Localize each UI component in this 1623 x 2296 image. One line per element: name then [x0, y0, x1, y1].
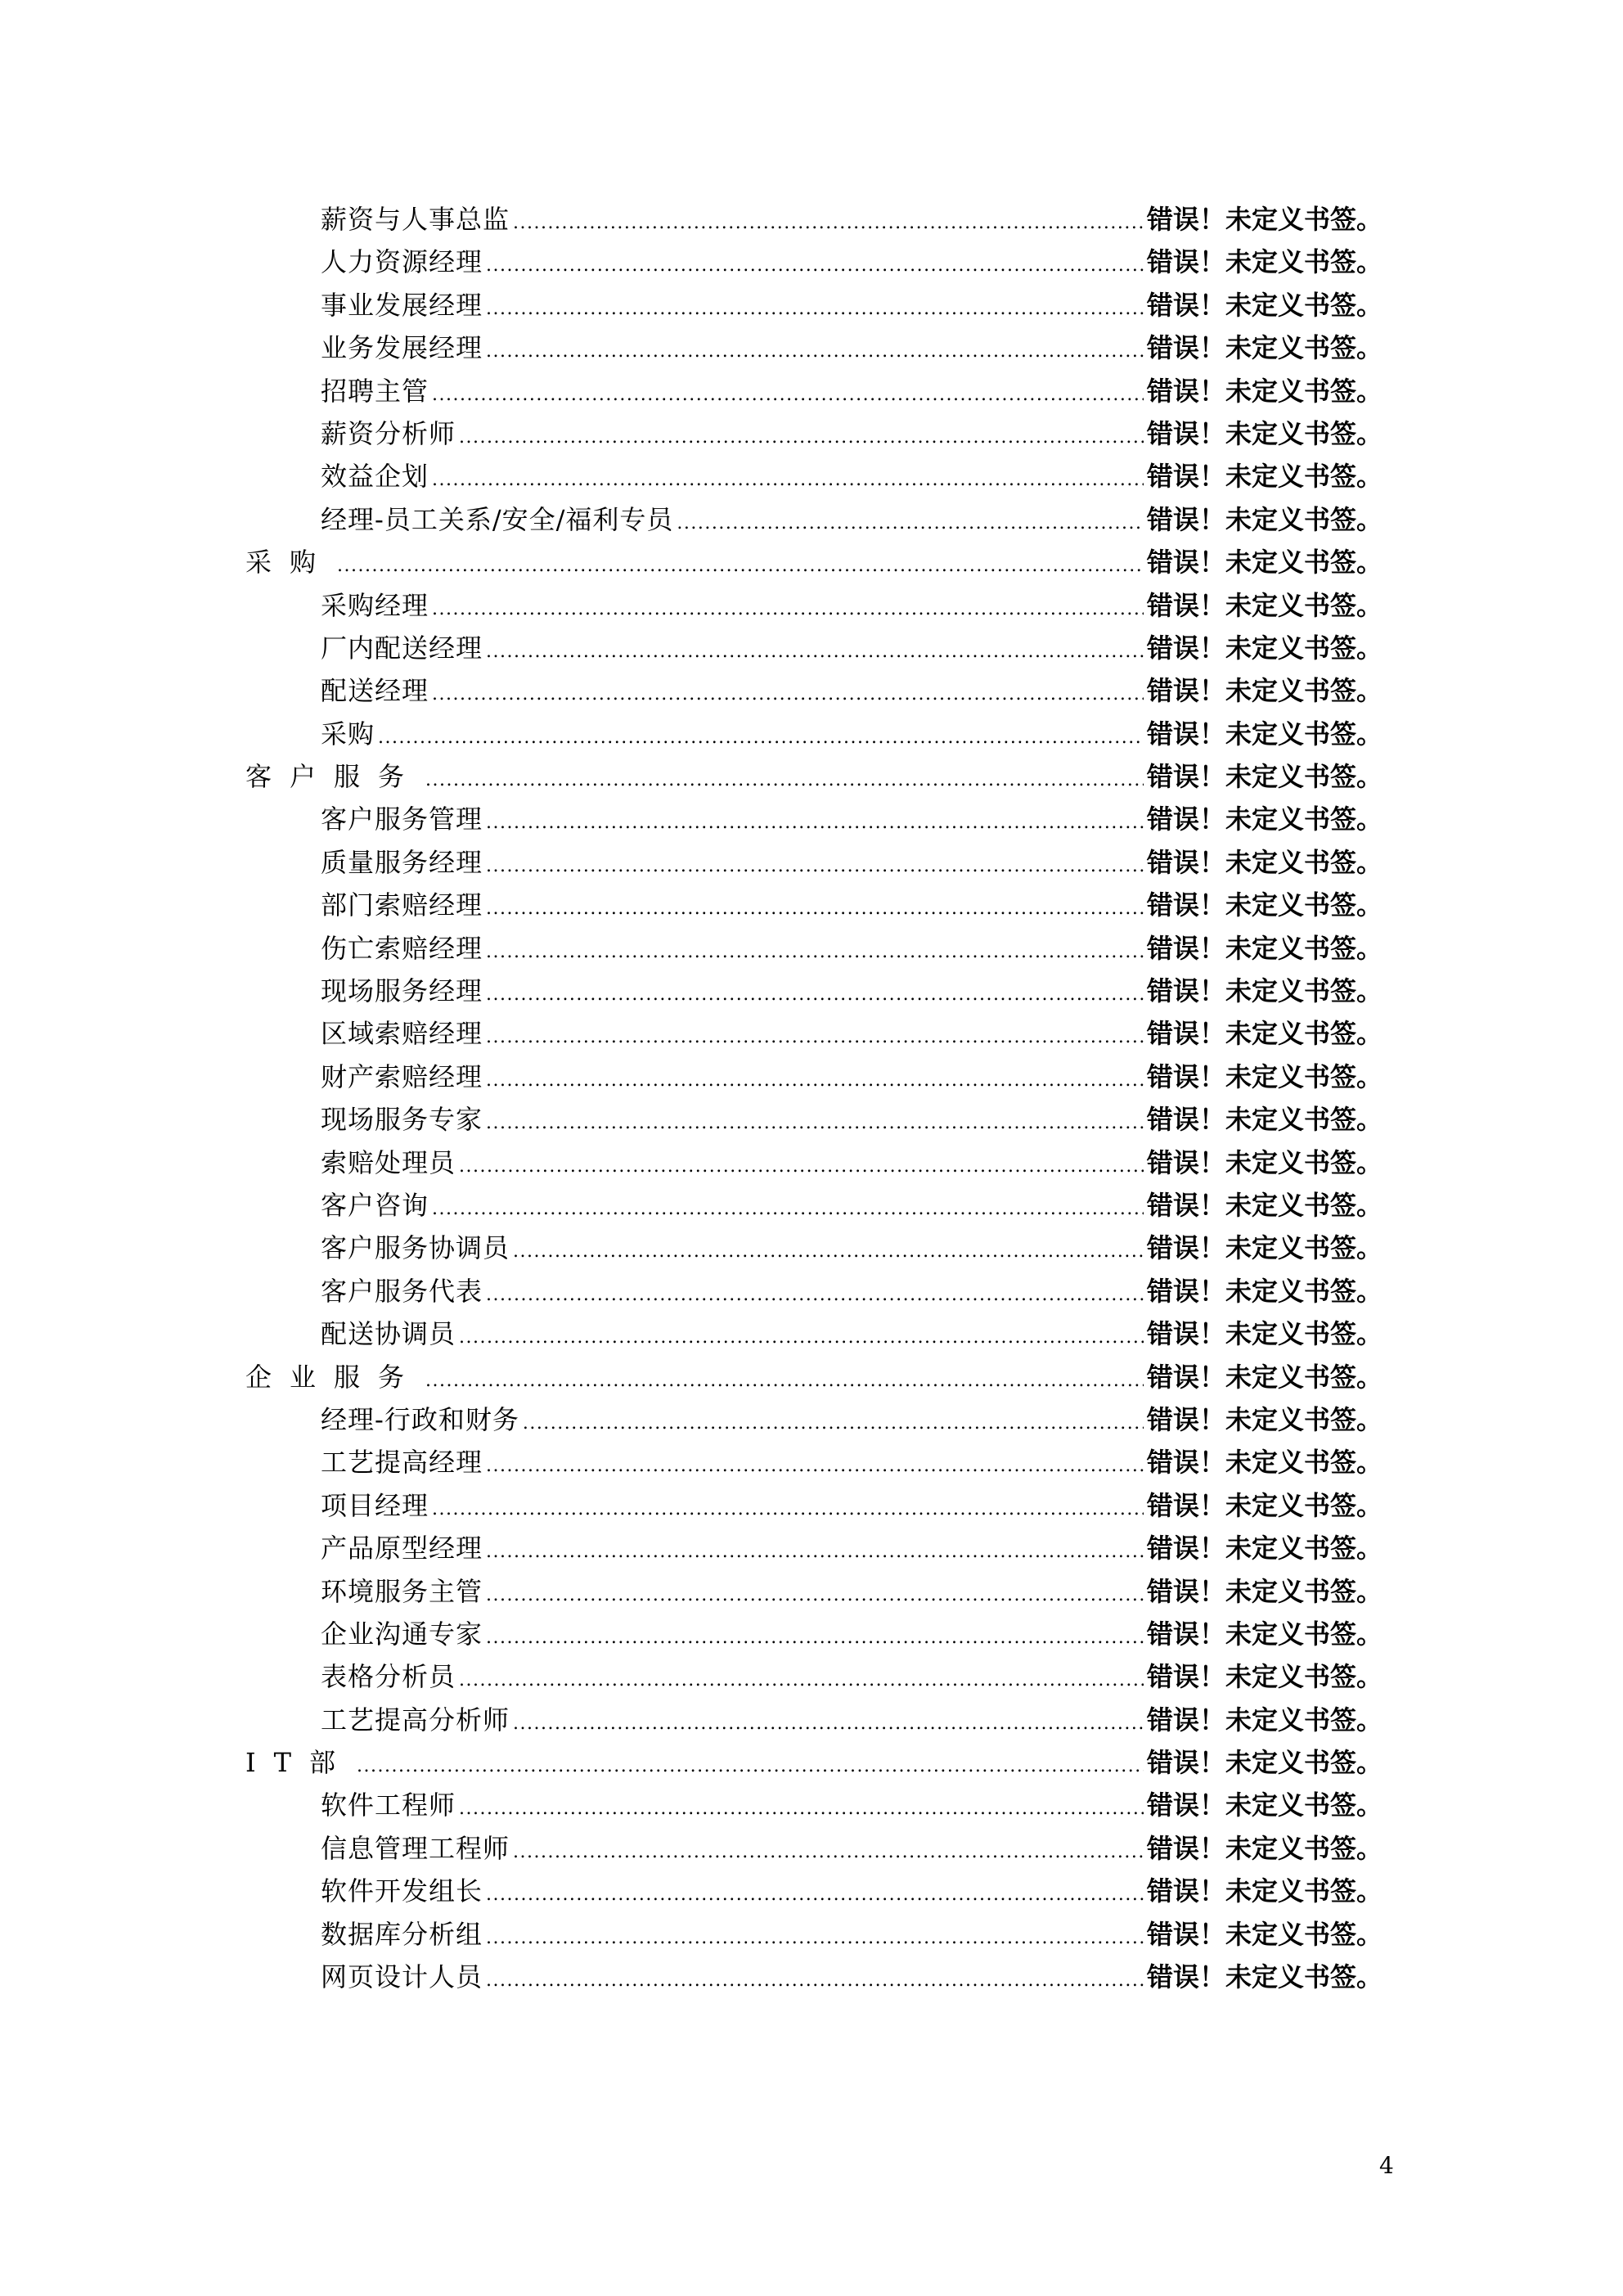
toc-entry[interactable]	[245, 1956, 1382, 1998]
toc-entry-page-ref: 错误！未定义书签。	[1146, 461, 1382, 493]
toc-entry-page-ref: 错误！未定义书签。	[1146, 1875, 1382, 1907]
toc-entry[interactable]	[245, 1870, 1382, 1912]
toc-entry[interactable]	[245, 1613, 1382, 1655]
dot-leader	[486, 631, 1144, 673]
toc-entry-title: 软件工程师	[321, 1790, 456, 1821]
toc-entry[interactable]	[245, 370, 1382, 412]
toc-entry-page-ref: 错误！未定义书签。	[1146, 1575, 1382, 1607]
toc-entry-page-ref: 错误！未定义书签。	[1146, 632, 1382, 664]
dot-leader	[486, 974, 1144, 1016]
dot-leader	[486, 802, 1144, 844]
toc-entry-page-ref: 错误！未定义书签。	[1146, 1403, 1382, 1435]
toc-entry[interactable]	[245, 284, 1382, 326]
toc-entry-page-ref: 错误！未定义书签。	[1146, 332, 1382, 364]
toc-entry-title: 工艺提高经理	[321, 1447, 483, 1479]
toc-entry-page-ref: 错误！未定义书签。	[1146, 289, 1382, 321]
toc-entry-page-ref: 错误！未定义书签。	[1146, 1747, 1382, 1779]
toc-entry[interactable]	[245, 1784, 1382, 1826]
toc-entry-title: 薪资分析师	[321, 417, 456, 449]
toc-entry[interactable]	[245, 927, 1382, 970]
dot-leader	[486, 1102, 1144, 1145]
toc-entry[interactable]	[245, 198, 1382, 241]
dot-leader	[486, 1917, 1144, 1960]
toc-entry-title: 采购经理	[321, 589, 429, 621]
dot-leader	[513, 1703, 1144, 1745]
toc-entry-title: 事业发展经理	[321, 289, 483, 321]
toc-entry-title: 财产索赔经理	[321, 1060, 483, 1092]
toc-entry-title: 区域索赔经理	[321, 1018, 483, 1050]
toc-entry-title: 薪资与人事总监	[321, 204, 510, 235]
dot-leader	[432, 374, 1144, 416]
toc-entry-title: 现场服务经理	[321, 975, 483, 1007]
toc-entry-title: 客户服务协调员	[321, 1232, 510, 1264]
toc-entry-page-ref: 错误！未定义书签。	[1146, 1447, 1382, 1479]
toc-entry-title: 工艺提高分析师	[321, 1704, 510, 1736]
toc-entry-title: 客户咨询	[321, 1189, 429, 1221]
dot-leader	[459, 416, 1144, 459]
dot-leader	[432, 673, 1144, 716]
toc-entry-title: 采购	[245, 547, 335, 579]
toc-entry-page-ref: 错误！未定义书签。	[1146, 1275, 1382, 1307]
toc-entry[interactable]	[245, 1141, 1382, 1184]
toc-entry-title: 部门索赔经理	[321, 889, 483, 921]
dot-leader	[486, 931, 1144, 974]
toc-entry[interactable]	[245, 1441, 1382, 1483]
toc-entry[interactable]	[245, 1227, 1382, 1269]
dot-leader	[486, 288, 1144, 331]
toc-entry-page-ref: 错误！未定义书签。	[1146, 718, 1382, 750]
toc-entry[interactable]	[245, 884, 1382, 926]
toc-entry[interactable]	[245, 498, 1382, 541]
toc-entry-page-ref: 错误！未定义书签。	[1146, 1961, 1382, 1993]
toc-entry-title: 厂内配送经理	[321, 632, 483, 664]
toc-entry-title: 数据库分析组	[321, 1918, 483, 1950]
toc-entry-page-ref: 错误！未定义书签。	[1146, 1189, 1382, 1221]
toc-entry[interactable]	[245, 1570, 1382, 1613]
toc-entry-page-ref: 错误！未定义书签。	[1146, 1489, 1382, 1521]
toc-entry-page-ref: 错误！未定义书签。	[1146, 1533, 1382, 1564]
toc-entry[interactable]	[245, 1270, 1382, 1312]
toc-entry-title: 招聘主管	[321, 375, 429, 407]
dot-leader	[513, 1231, 1144, 1273]
toc-entry-page-ref: 错误！未定义书签。	[1146, 503, 1382, 535]
toc-entry-page-ref: 错误！未定义书签。	[1146, 1232, 1382, 1264]
dot-leader	[337, 545, 1144, 588]
toc-entry[interactable]	[245, 241, 1382, 283]
toc-entry-title: 效益企划	[321, 461, 429, 493]
toc-entry[interactable]	[245, 1655, 1382, 1698]
dot-leader	[486, 845, 1144, 888]
dot-leader	[486, 888, 1144, 930]
dot-leader	[486, 1016, 1144, 1059]
toc-entry-title: 信息管理工程师	[321, 1832, 510, 1864]
toc-entry[interactable]	[245, 1398, 1382, 1441]
toc-entry-title: 软件开发组长	[321, 1875, 483, 1907]
dot-leader	[486, 1060, 1144, 1102]
dot-leader	[432, 1488, 1144, 1531]
toc-entry[interactable]	[245, 455, 1382, 497]
toc-entry-page-ref: 错误！未定义书签。	[1146, 975, 1382, 1007]
dot-leader	[513, 1831, 1144, 1874]
toc-entry-title: 索赔处理员	[321, 1146, 456, 1178]
toc-entry[interactable]	[245, 1484, 1382, 1527]
toc-entry[interactable]	[245, 713, 1382, 755]
toc-entry-title: 企业服务	[245, 1361, 423, 1393]
toc-entry[interactable]	[245, 1913, 1382, 1956]
toc-entry-page-ref: 错误！未定义书签。	[1146, 1018, 1382, 1050]
dot-leader	[459, 1659, 1144, 1702]
toc-entry-page-ref: 错误！未定义书签。	[1146, 1146, 1382, 1178]
toc-entry-page-ref: 错误！未定义书签。	[1146, 375, 1382, 407]
toc-entry-page-ref: 错误！未定义书签。	[1146, 547, 1382, 579]
toc-entry[interactable]	[245, 798, 1382, 840]
toc-entry-title: 现场服务专家	[321, 1104, 483, 1136]
toc-entry-page-ref: 错误！未定义书签。	[1146, 889, 1382, 921]
dot-leader	[378, 717, 1144, 759]
toc-entry[interactable]	[245, 1527, 1382, 1569]
page-number: 4	[1379, 2152, 1394, 2179]
toc-section-heading[interactable]	[245, 755, 1382, 798]
toc-entry[interactable]	[245, 326, 1382, 369]
toc-entry[interactable]	[245, 669, 1382, 712]
toc-entry-title: 经理-员工关系/安全/福利专员	[321, 503, 674, 535]
table-of-contents	[245, 198, 1382, 1998]
toc-entry-page-ref: 错误！未定义书签。	[1146, 846, 1382, 878]
toc-entry-title: 伤亡索赔经理	[321, 932, 483, 964]
dot-leader	[486, 245, 1144, 287]
toc-entry-title: 质量服务经理	[321, 846, 483, 878]
toc-entry-page-ref: 错误！未定义书签。	[1146, 1661, 1382, 1693]
toc-entry-page-ref: 错误！未定义书签。	[1146, 1318, 1382, 1350]
toc-entry-title: 人力资源经理	[321, 246, 483, 278]
dot-leader	[432, 1188, 1144, 1231]
toc-entry-page-ref: 错误！未定义书签。	[1146, 932, 1382, 964]
dot-leader	[513, 202, 1144, 245]
dot-leader	[432, 588, 1144, 631]
toc-entry-title: 客户服务代表	[321, 1275, 483, 1307]
toc-entry-title: 经理-行政和财务	[321, 1403, 519, 1435]
toc-entry-page-ref: 错误！未定义书签。	[1146, 1790, 1382, 1821]
toc-entry-title: 环境服务主管	[321, 1575, 483, 1607]
toc-entry-page-ref: 错误！未定义书签。	[1146, 1104, 1382, 1136]
toc-entry-title: 项目经理	[321, 1489, 429, 1521]
dot-leader	[432, 459, 1144, 502]
toc-entry[interactable]	[245, 1699, 1382, 1741]
dot-leader	[486, 1531, 1144, 1573]
dot-leader	[459, 1146, 1144, 1188]
toc-entry-title: 配送经理	[321, 675, 429, 707]
toc-entry-page-ref: 错误！未定义书签。	[1146, 675, 1382, 707]
toc-entry-page-ref: 错误！未定义书签。	[1146, 804, 1382, 835]
dot-leader	[523, 1402, 1144, 1445]
dot-leader	[486, 1617, 1144, 1659]
dot-leader	[486, 1960, 1144, 2002]
toc-entry-title: 表格分析员	[321, 1661, 456, 1693]
toc-entry-title: IT部	[245, 1747, 353, 1779]
dot-leader	[486, 1274, 1144, 1317]
toc-entry-title: 业务发展经理	[321, 332, 483, 364]
toc-entry[interactable]	[245, 584, 1382, 627]
toc-entry[interactable]	[245, 970, 1382, 1012]
toc-section-heading[interactable]	[245, 1741, 1382, 1784]
toc-section-heading[interactable]	[245, 541, 1382, 583]
toc-entry-title: 产品原型经理	[321, 1533, 483, 1564]
dot-leader	[425, 759, 1144, 802]
dot-leader	[357, 1745, 1144, 1788]
dot-leader	[677, 502, 1144, 545]
dot-leader	[459, 1317, 1144, 1359]
dot-leader	[486, 1445, 1144, 1488]
toc-entry-page-ref: 错误！未定义书签。	[1146, 589, 1382, 621]
toc-entry[interactable]	[245, 1312, 1382, 1355]
toc-entry[interactable]	[245, 627, 1382, 669]
toc-entry[interactable]	[245, 841, 1382, 884]
toc-entry-title: 客户服务管理	[321, 804, 483, 835]
toc-entry-page-ref: 错误！未定义书签。	[1146, 1060, 1382, 1092]
toc-entry-page-ref: 错误！未定义书签。	[1146, 417, 1382, 449]
toc-entry-title: 客户服务	[245, 761, 423, 793]
toc-entry-title: 企业沟通专家	[321, 1618, 483, 1650]
toc-entry[interactable]	[245, 1056, 1382, 1098]
dot-leader	[425, 1360, 1144, 1402]
toc-entry[interactable]	[245, 412, 1382, 455]
dot-leader	[486, 1574, 1144, 1617]
toc-entry-page-ref: 错误！未定义书签。	[1146, 1618, 1382, 1650]
dot-leader	[486, 331, 1144, 373]
toc-entry-page-ref: 错误！未定义书签。	[1146, 1704, 1382, 1736]
toc-section-heading[interactable]	[245, 1356, 1382, 1398]
toc-entry[interactable]	[245, 1827, 1382, 1870]
toc-entry[interactable]	[245, 1184, 1382, 1227]
toc-entry-page-ref: 错误！未定义书签。	[1146, 761, 1382, 793]
toc-entry-title: 网页设计人员	[321, 1961, 483, 1993]
dot-leader	[486, 1874, 1144, 1916]
dot-leader	[459, 1788, 1144, 1830]
toc-entry[interactable]	[245, 1098, 1382, 1141]
toc-entry-page-ref: 错误！未定义书签。	[1146, 1918, 1382, 1950]
toc-entry-page-ref: 错误！未定义书签。	[1146, 1832, 1382, 1864]
toc-entry[interactable]	[245, 1012, 1382, 1055]
toc-entry-title: 配送协调员	[321, 1318, 456, 1350]
toc-entry-page-ref: 错误！未定义书签。	[1146, 204, 1382, 235]
toc-entry-title: 采购	[321, 718, 375, 750]
toc-entry-page-ref: 错误！未定义书签。	[1146, 246, 1382, 278]
toc-entry-page-ref: 错误！未定义书签。	[1146, 1361, 1382, 1393]
